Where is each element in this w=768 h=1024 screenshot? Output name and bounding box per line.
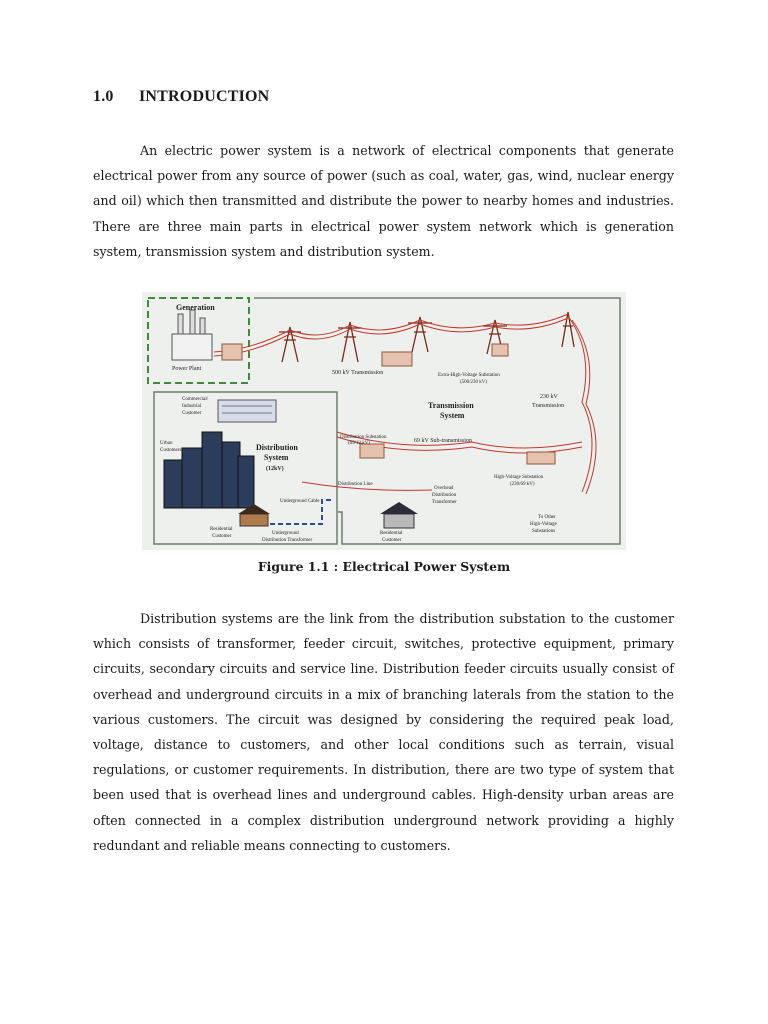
distribution-paragraph: Distribution systems are the link from the distribution substation to the customer which consists of transformer, feeder circuit, switches, protective equipment, primary circuits, secondary circuits and service line. Distribution feeder circuits usually consist of overhead and underground circuits in a mix of branching laterals from the station to the various customers. The circuit was designed by considering the required peak load, voltage, distance to customers, and other local conditions such as terrain, visual regulations, or customer requirements. In distribution, there are two type of system that been used that is overhead lines and underground cables. High-density urban areas are often connected in a complex distribution underground network providing a highly redundant and reliable means connecting to customers. [93, 611, 674, 853]
label-to-other-2: High-Voltage [530, 522, 557, 527]
label-distribution-system-3: (12kV) [266, 466, 284, 472]
label-500kv: 500 kV Transmission [332, 370, 384, 376]
label-dist-sub-2: (69/12 kV) [348, 441, 371, 446]
section-number: 1.0 [93, 88, 114, 105]
label-230kv-2: Transmission [532, 403, 565, 409]
label-residential-right-2: Customer [382, 538, 402, 543]
label-power-plant: Power Plant [172, 366, 202, 372]
label-hv-sub-2: (230/69 kV) [510, 482, 535, 487]
step-up-substation [222, 344, 242, 360]
power-plant-icon [172, 310, 212, 360]
distribution-substation-icon [360, 444, 384, 458]
label-residential-left-1: Residential [210, 527, 233, 532]
label-to-other-3: Substations [532, 529, 556, 534]
hv-substation-icon [527, 452, 555, 464]
commercial-building-icon [218, 400, 276, 422]
label-commercial-3: Customer [182, 411, 202, 416]
urban-buildings-icon [164, 432, 254, 508]
residential-house-right [380, 502, 418, 528]
label-generation: Generation [176, 303, 215, 312]
label-overhead-1: Overhead [434, 486, 454, 491]
label-distribution-system-2: System [264, 453, 289, 462]
label-commercial-1: Commercial/ [182, 397, 209, 402]
ehv-substation-icon [492, 344, 508, 356]
label-transmission-system-1: Transmission [428, 401, 474, 410]
label-commercial-2: Industrial [182, 404, 202, 409]
power-system-figure [142, 292, 626, 550]
label-hv-sub-1: High-Voltage Substation [494, 475, 544, 480]
label-ehv-2: (500/230 kV) [460, 380, 488, 385]
label-230kv-1: 230 kV [540, 394, 558, 400]
figure-caption: Figure 1.1 : Electrical Power System [257, 559, 511, 574]
label-ehv-1: Extra-High-Voltage Substation [438, 373, 500, 378]
label-residential-left-2: Customer [212, 534, 232, 539]
label-subtransmission: 69 kV Sub-transmission [414, 438, 472, 444]
label-distribution-system-1: Distribution [256, 443, 298, 452]
label-underground-cable: Underground Cable [280, 499, 320, 504]
intro-paragraph: An electric power system is a network of electrical components that generate electrical power from any source of power (such as coal, water, gas, wind, nuclear energy and oil) which then transmitted and distribute the power to nearby homes and industries. There are three main parts in electrical power system network which is generation system, transmission system and distribution system. [93, 143, 674, 259]
label-transmission-system-2: System [440, 411, 465, 420]
label-urban-2: Customers [160, 448, 182, 453]
label-ug-transformer-2: Distribution Transformer [262, 538, 313, 543]
label-ug-transformer-1: Underground [272, 531, 299, 536]
power-system-diagram [142, 292, 626, 550]
section-title: INTRODUCTION [139, 88, 270, 105]
transmission-towers [279, 312, 574, 362]
label-overhead-3: Transformer [432, 500, 457, 505]
ehv-substation-right [382, 352, 412, 366]
section-heading [93, 88, 269, 106]
label-urban-1: Urban [160, 441, 173, 446]
label-distribution-line: Distribution Line [338, 482, 373, 487]
label-residential-right-1: Residential [380, 531, 403, 536]
label-dist-sub-1: Distribution Substation [340, 435, 387, 440]
label-overhead-2: Distribution [432, 493, 457, 498]
label-to-other-1: To Other [538, 515, 556, 520]
